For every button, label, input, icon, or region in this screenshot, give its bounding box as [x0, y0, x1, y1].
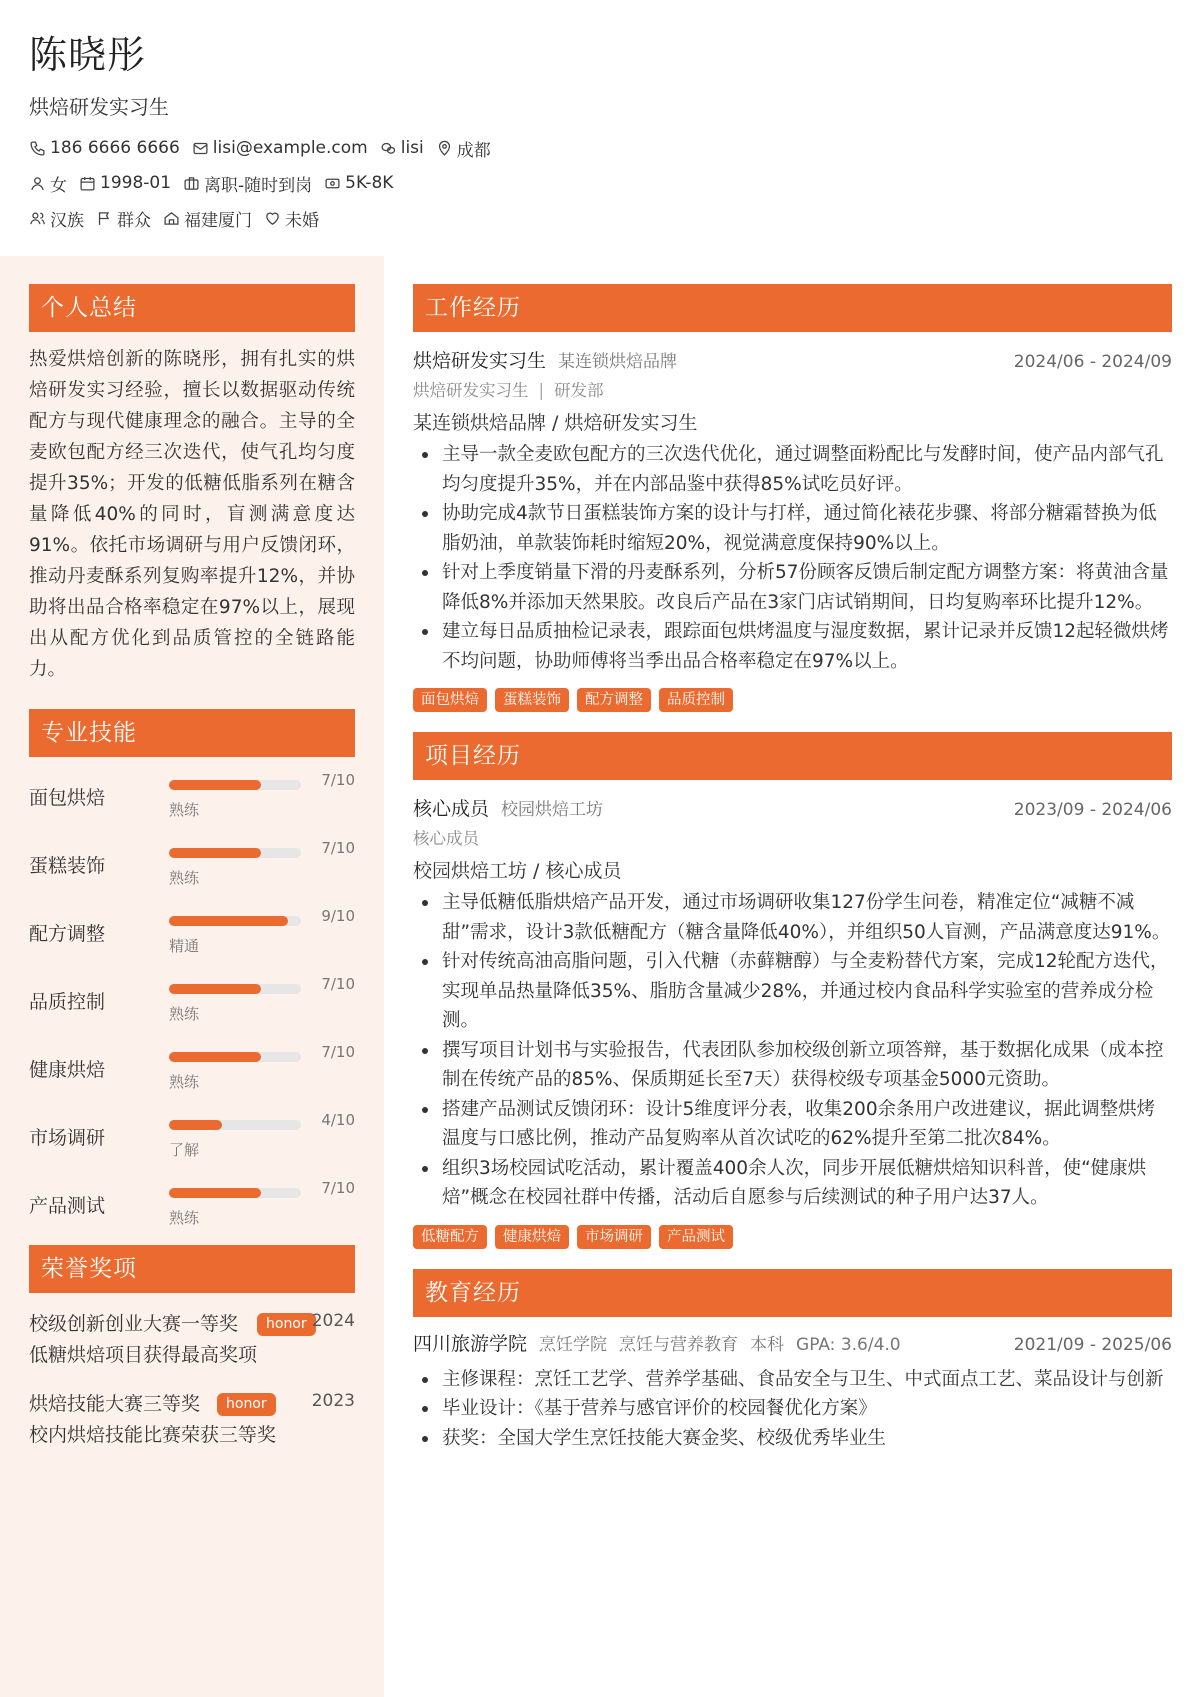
candidate-name: 陈晓彤 [29, 33, 147, 77]
project-role: 核心成员 [413, 798, 490, 820]
salary-text: 5K-8K [345, 173, 394, 193]
list-item: 组织3场校园试吃活动，累计覆盖400余人次，同步开展低糖烘焙知识科普，使“健康烘焙”概念在校园社群中传播，活动后自愿参与后续测试的种子用户达37人。 [413, 1154, 1172, 1213]
calendar-icon [79, 175, 96, 192]
skill-bar-fill [169, 1052, 261, 1062]
contact-wechat[interactable] [380, 138, 424, 158]
work-company: 某连锁烘焙品牌 [558, 352, 678, 372]
skill-bar-fill [169, 1188, 261, 1198]
honor-item [29, 1309, 355, 1371]
info-marital [264, 206, 319, 231]
list-item: 毕业设计：《基于营养与感官评价的校园餐优化方案》 [413, 1394, 1172, 1424]
skill-level: 熟练 [169, 801, 200, 819]
summary-heading: 个人总结 [29, 284, 355, 332]
candidate-title: 烘焙研发实习生 [29, 95, 169, 119]
contact-email[interactable] [192, 138, 368, 158]
list-item: 针对上季度销量下滑的丹麦酥系列，分析57份顾客反馈后制定配方调整方案：将黄油含量降低8%并添加天然果胶。改良后产品在3家门店试销期间，日均复购率环比提升12%。 [413, 558, 1172, 617]
wechat-icon [380, 140, 397, 157]
skill-score: 7/10 [321, 975, 355, 993]
skills-heading: 专业技能 [29, 709, 355, 757]
skill-bar [169, 780, 301, 790]
skill-item [29, 1107, 355, 1175]
skill-item [29, 1175, 355, 1243]
status-text: 离职-随时到岗 [204, 175, 313, 196]
skill-tag: 配方调整 [577, 688, 651, 712]
honor-item [29, 1389, 355, 1451]
project-date: 2023/09 - 2024/06 [1013, 800, 1172, 820]
list-item: 搭建产品测试反馈闭环：设计5维度评分表，收集200余条用户改进建议，据此调整烘烤温度与口感比例，推动产品复购率从首次试吃的62%提升至第二批次84%。 [413, 1095, 1172, 1154]
project-heading: 项目经历 [413, 732, 1172, 780]
phone-text: 186 6666 6666 [50, 138, 180, 158]
skill-item [29, 903, 355, 971]
skill-bar-fill [169, 848, 261, 858]
list-item: 针对传统高油高脂问题，引入代糖（赤藓糖醇）与全麦粉替代方案，完成12轮配方迭代，实现单品热量降低35%、脂肪含量减少28%，并通过校内食品科学实验室的营养成分检测。 [413, 947, 1172, 1036]
list-item: 建立每日品质抽检记录表，跟踪面包烘烤温度与湿度数据，累计记录并反馈12起轻微烘烤不均问题，协助师傅将当季出品合格率稳定在97%以上。 [413, 617, 1172, 676]
skill-name: 产品测试 [29, 1195, 106, 1217]
education-entry-header [413, 1329, 1172, 1355]
skill-score: 7/10 [321, 1179, 355, 1197]
skill-bar [169, 848, 301, 858]
honor-title: 烘焙技能大赛三等奖 [29, 1393, 201, 1415]
skill-score: 4/10 [321, 1111, 355, 1129]
skill-tag: 低糖配方 [413, 1225, 487, 1249]
skill-bar [169, 1188, 301, 1198]
location-icon [436, 140, 453, 157]
contact-phone[interactable] [29, 138, 180, 158]
skill-bar-fill [169, 916, 288, 926]
info-birth [79, 173, 171, 193]
skill-item [29, 835, 355, 903]
work-date: 2024/06 - 2024/09 [1013, 352, 1172, 372]
honor-year: 2023 [311, 1391, 355, 1411]
skill-name: 配方调整 [29, 923, 106, 945]
project-org: 校园烘焙工坊 [501, 800, 604, 820]
major-name: 烹饪与营养教育 [619, 1334, 739, 1355]
skill-item [29, 1039, 355, 1107]
list-item: 协助完成4款节日蛋糕装饰方案的设计与打样，通过简化裱花步骤、将部分糖霜替换为低脂奶油，单款装饰耗时缩短20%，视觉满意度保持90%以上。 [413, 499, 1172, 558]
skill-item [29, 767, 355, 835]
contact-row [29, 136, 1169, 160]
skill-name: 面包烘焙 [29, 787, 106, 809]
list-item: 主修课程：烹饪工艺学、营养学基础、食品安全与卫生、中式面点工艺、菜品设计与创新 [413, 1365, 1172, 1395]
skill-name: 蛋糕装饰 [29, 855, 106, 877]
gender-text: 女 [50, 175, 67, 196]
skill-bar [169, 1120, 301, 1130]
skill-level: 精通 [169, 937, 200, 955]
skill-name: 品质控制 [29, 991, 106, 1013]
work-sub-role: 烘焙研发实习生 [413, 381, 529, 400]
project-tags [413, 1225, 1172, 1249]
work-subline [413, 377, 1172, 401]
left-column [29, 284, 355, 1451]
education-bullets [413, 1365, 1172, 1454]
contact-location [436, 136, 491, 161]
info-status [183, 171, 312, 196]
email-text: lisi@example.com [212, 138, 368, 158]
skill-level: 熟练 [169, 1209, 200, 1227]
honor-year: 2024 [311, 1311, 355, 1331]
skill-name: 市场调研 [29, 1127, 106, 1149]
work-tags [413, 688, 1172, 712]
info-ethnicity [29, 206, 84, 231]
education-date: 2021/09 - 2025/06 [1013, 1334, 1172, 1355]
skills-list [29, 767, 355, 1243]
skill-level: 熟练 [169, 1005, 200, 1023]
hometown-text: 福建厦门 [184, 210, 252, 231]
honor-title: 校级创新创业大赛一等奖 [29, 1313, 239, 1335]
phone-icon [29, 140, 46, 157]
skill-bar [169, 984, 301, 994]
skill-bar-fill [169, 780, 261, 790]
skill-tag: 市场调研 [577, 1225, 651, 1249]
skill-tag: 品质控制 [659, 688, 733, 712]
flag-icon [96, 210, 113, 227]
skill-bar [169, 1052, 301, 1062]
home-icon [163, 210, 180, 227]
info-hometown [163, 206, 252, 231]
project-org-line: 校园烘焙工坊 / 核心成员 [413, 860, 622, 882]
briefcase-icon [183, 175, 200, 192]
education-heading: 教育经历 [413, 1269, 1172, 1317]
gpa: GPA: 3.6/4.0 [796, 1334, 901, 1355]
skill-tag: 产品测试 [659, 1225, 733, 1249]
birth-text: 1998-01 [100, 173, 172, 193]
work-sub-separator: | [538, 381, 545, 400]
list-item: 获奖：全国大学生烹饪技能大赛金奖、校级优秀毕业生 [413, 1424, 1172, 1454]
project-entry-header [413, 794, 1172, 820]
skill-name: 健康烘焙 [29, 1059, 106, 1081]
mail-icon [192, 140, 209, 157]
honor-desc: 校内烘焙技能比赛荣获三等奖 [29, 1424, 277, 1446]
work-department: 研发部 [554, 381, 604, 400]
personal-row [29, 171, 1169, 195]
list-item: 主导低糖低脂烘焙产品开发，通过市场调研收集127份学生问卷，精准定位“减糖不减甜”需求，设计3款低糖配方（糖含量降低40%），并组织50人盲测，产品满意度达91%。 [413, 888, 1172, 947]
extra-row [29, 206, 1169, 230]
school-name: 四川旅游学院 [413, 1332, 528, 1355]
marital-text: 未婚 [285, 210, 319, 231]
skill-level: 熟练 [169, 1073, 200, 1091]
ethnicity-text: 汉族 [50, 210, 84, 231]
work-role: 烘焙研发实习生 [413, 350, 547, 372]
list-item: 主导一款全麦欧包配方的三次迭代优化，通过调整面粉配比与发酵时间，使产品内部气孔均匀度提升35%，并在内部品鉴中获得85%试吃员好评。 [413, 440, 1172, 499]
user-icon [29, 175, 46, 192]
skill-tag: 面包烘焙 [413, 688, 487, 712]
heart-icon [264, 210, 281, 227]
work-entry-header [413, 346, 1172, 372]
resume-header [29, 30, 1169, 230]
skill-score: 9/10 [321, 907, 355, 925]
skill-level: 了解 [169, 1141, 200, 1159]
work-heading: 工作经历 [413, 284, 1172, 332]
honor-desc: 低糖烘焙项目获得最高奖项 [29, 1344, 258, 1366]
honor-badge: honor [257, 1313, 316, 1336]
summary-text: 热爱烘焙创新的陈晓彤，拥有扎实的烘焙研发实习经验，擅长以数据驱动传统配方与现代健康理念的融合。主导的全麦欧包配方经三次迭代，使气孔均匀度提升35%；开发的低糖低脂系列在糖含量降低40%的同时，盲测满意度达91%。依托市场调研与用户反馈闭环，推动丹麦酥系列复购率提升12%，并协助将出品合格率稳定在97%以上，展现出从配方优化到品质管控的全链路能力。 [29, 349, 355, 680]
wechat-text: lisi [400, 138, 424, 158]
list-item: 撰写项目计划书与实验报告，代表团队参加校级创新立项答辩，基于数据化成果（成本控制在传统产品的85%、保质期延长至7天）获得校级专项基金5000元资助。 [413, 1036, 1172, 1095]
college-name: 烹饪学院 [539, 1334, 608, 1355]
skill-bar-fill [169, 1120, 222, 1130]
skill-score: 7/10 [321, 771, 355, 789]
work-bullets [413, 440, 1172, 676]
political-text: 群众 [117, 210, 151, 231]
info-political [96, 206, 151, 231]
project-bullets [413, 888, 1172, 1213]
info-salary [324, 173, 393, 193]
skill-item [29, 971, 355, 1039]
people-icon [29, 210, 46, 227]
work-company-line: 某连锁烘焙品牌 / 烘焙研发实习生 [413, 412, 698, 434]
skill-score: 7/10 [321, 839, 355, 857]
skill-level: 熟练 [169, 869, 200, 887]
skill-bar-fill [169, 984, 261, 994]
project-subline: 核心成员 [413, 829, 479, 848]
honor-badge: honor [217, 1393, 276, 1416]
skill-score: 7/10 [321, 1043, 355, 1061]
skill-tag: 健康烘焙 [495, 1225, 569, 1249]
main-column [413, 284, 1172, 1453]
skill-bar [169, 916, 301, 926]
degree: 本科 [750, 1334, 785, 1355]
location-text: 成都 [456, 140, 491, 161]
money-icon [324, 175, 341, 192]
honors-heading: 荣誉奖项 [29, 1245, 355, 1293]
info-gender [29, 171, 67, 196]
skill-tag: 蛋糕装饰 [495, 688, 569, 712]
